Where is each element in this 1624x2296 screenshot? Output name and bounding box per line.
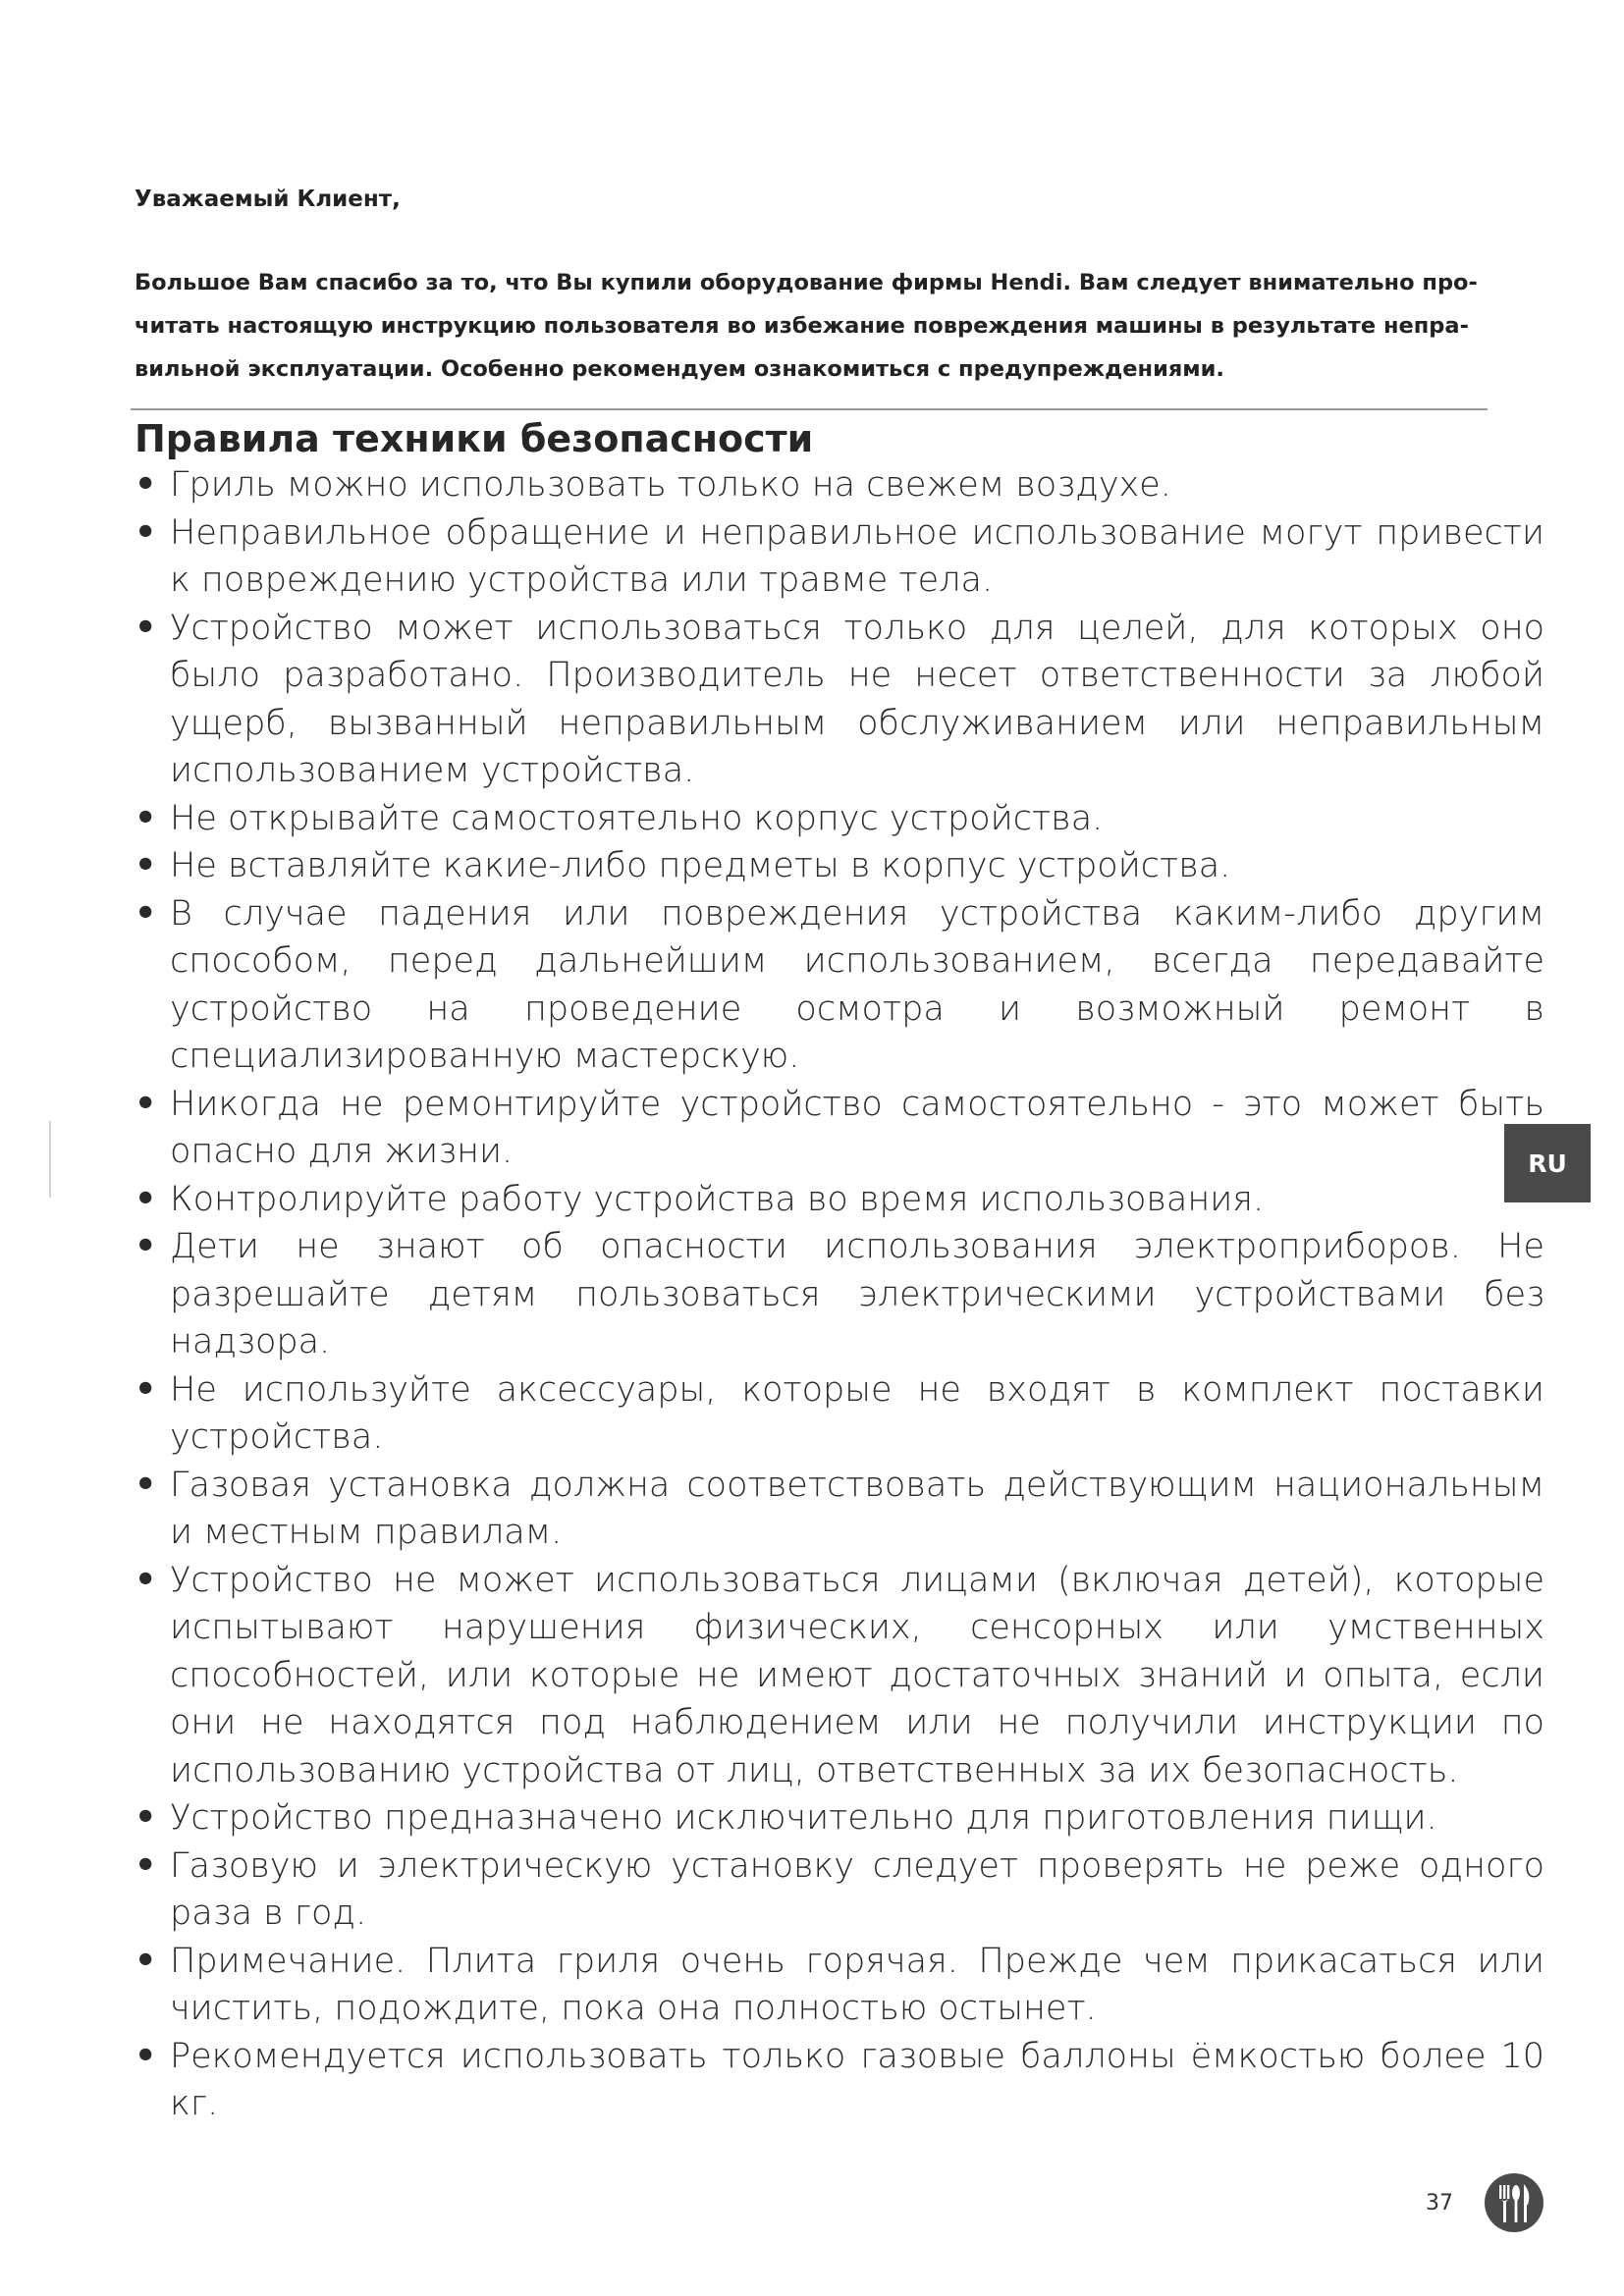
bullet-icon: • [135, 1845, 157, 1886]
safety-rule-text: Гриль можно использовать только на свежем воздухе. [170, 465, 1171, 505]
greeting: Уважаемый Клиент, [135, 187, 401, 212]
safety-rule-text: Газовую и электрическую установку следует проверять не реже одного раза в год. [170, 1845, 1544, 1933]
section-heading: Правила техники безопасности [135, 417, 814, 460]
safety-rule-text: Не открывайте самостоятельно корпус устройства. [170, 798, 1104, 838]
safety-rule [135, 1176, 1544, 1224]
safety-rule [135, 1366, 1544, 1462]
safety-rule-text: Никогда не ремонтируйте устройство самостоятельно - это может быть опасно для жизни. [170, 1084, 1544, 1171]
safety-rule-text: Неправильное обращение и неправильное использование могут привести к повреждению устройства или травме тела. [170, 512, 1544, 600]
safety-rule-text: Устройство предназначено исключительно для приготовления пищи. [170, 1798, 1437, 1838]
bullet-icon: • [135, 2036, 157, 2076]
bullet-icon: • [135, 1465, 157, 1505]
safety-rule-text: Не используйте аксессуары, которые не входят в комплект поставки устройства. [170, 1369, 1544, 1457]
safety-rule [135, 461, 1544, 509]
language-tab: RU [1504, 1124, 1591, 1202]
safety-rule [135, 795, 1544, 843]
bullet-icon: • [135, 893, 157, 934]
safety-rule [135, 2033, 1544, 2128]
bullet-icon: • [135, 1941, 157, 1981]
safety-rule [135, 1557, 1544, 1795]
bullet-icon: • [135, 846, 157, 885]
safety-rule [135, 1938, 1544, 2033]
safety-rule-text: Рекомендуется использовать только газовые баллоны ёмкостью более 10 кг. [170, 2036, 1544, 2123]
safety-rule-text: Контролируйте работу устройства во время использования. [170, 1179, 1265, 1219]
safety-rule [135, 1842, 1544, 1938]
intro-paragraph: Большое Вам спасибо за то, что Вы купили оборудование фирмы Hendi. Вам следует внимательно про-читать настоящую инструкцию пользователя во избежание повреждения машины в результате непра-вильной эксплуатации. Особенно рекомендуем ознакомиться с предупреждениями. [135, 270, 1478, 382]
safety-rule [135, 1462, 1544, 1557]
margin-line [49, 1121, 51, 1198]
fork-spoon-knife-logo-icon [1483, 2171, 1545, 2234]
safety-rule-text: Дети не знают об опасности использования электроприборов. Не разрешайте детям пользоваться электрическими устройствами без надзора. [170, 1227, 1544, 1362]
safety-rule [135, 1794, 1544, 1842]
safety-rule-text: Устройство может использоваться только для целей, для которых оно было разработано. Производитель не несет ответственности за любой ущерб, вызванный неправильным обслуживанием или неправильным использованием устройства. [170, 608, 1544, 790]
safety-rule-text: Газовая установка должна соответствовать действующим национальным и местным правилам. [170, 1465, 1544, 1552]
safety-rule-text: Устройство не может использоваться лицами (включая детей), которые испытывают нарушения физических, сенсорных или умственных способностей, или которые не имеют достаточных знаний и опыта, если они не находятся под наблюдением или не получили инструкции по использованию устройства от лиц, ответственных за их безопасность. [170, 1560, 1544, 1790]
bullet-icon: • [135, 512, 157, 553]
bullet-icon: • [135, 1798, 157, 1838]
safety-rule-text: Примечание. Плита гриля очень горячая. Прежде чем прикасаться или чистить, подождите, пока она полностью остынет. [170, 1941, 1544, 2028]
safety-rule [135, 509, 1544, 605]
safety-rule [135, 890, 1544, 1081]
safety-rule-text: В случае падения или повреждения устройства каким-либо другим способом, перед дальнейшим использованием, всегда передавайте устройство на проведение осмотра и возможный ремонт в специализированную мастерскую. [170, 893, 1544, 1076]
page-number: 37 [1426, 2191, 1453, 2216]
safety-rule [135, 605, 1544, 795]
safety-rules-list [135, 461, 1548, 2128]
safety-rule-text: Не вставляйте какие-либо предметы в корпус устройства. [170, 846, 1231, 885]
safety-rule [135, 1081, 1544, 1176]
safety-rule [135, 1223, 1544, 1366]
bullet-icon: • [135, 608, 157, 648]
bullet-icon: • [135, 1227, 157, 1266]
bullet-icon: • [135, 465, 157, 505]
bullet-icon: • [135, 1084, 157, 1124]
bullet-icon: • [135, 798, 157, 838]
bullet-icon: • [135, 1179, 157, 1219]
bullet-icon: • [135, 1560, 157, 1600]
bullet-icon: • [135, 1369, 157, 1410]
safety-rule [135, 842, 1544, 890]
